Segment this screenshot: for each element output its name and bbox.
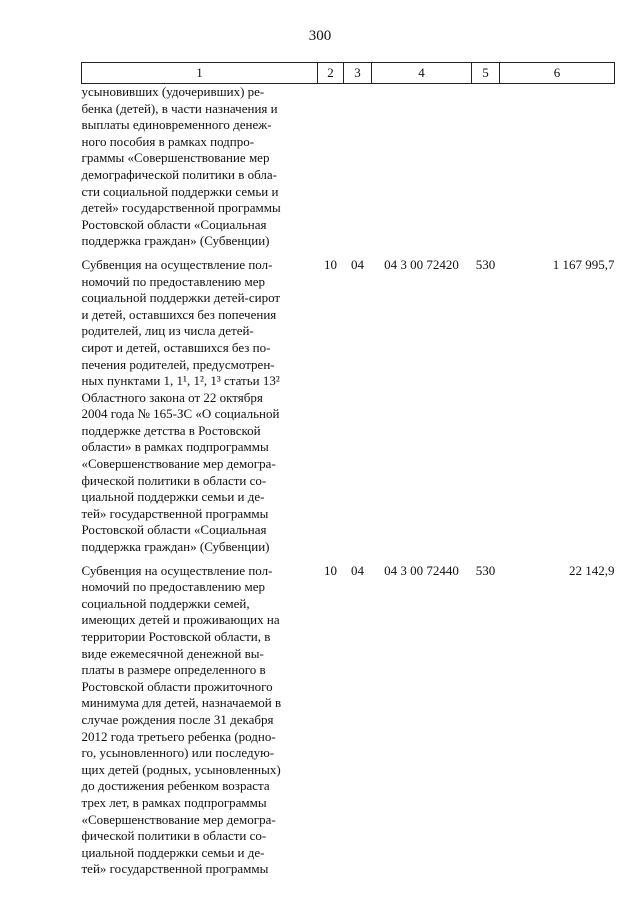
row-spacer (82, 250, 615, 257)
text-line: циальной поддержки семьи и де- (81, 844, 265, 860)
target-article-code (372, 84, 472, 250)
header-col-2: 2 (318, 63, 344, 84)
page-number: 300 (308, 28, 332, 44)
text-line: «Совершенствование мер демогра- (81, 456, 276, 472)
subsection-code (344, 84, 372, 250)
text-line: печения родителей, предусмотрен- (81, 356, 275, 372)
expense-type-code (472, 84, 500, 250)
text-line: имеющих детей и проживающих на (81, 612, 280, 628)
text-line: 2012 года третьего ребенка (родно- (81, 728, 276, 744)
text-line: номочий по предоставлению мер (81, 579, 265, 595)
text-line: ных пунктами 1, 1¹, 1², 1³ статьи 13² (81, 373, 280, 389)
text-line: Субвенция на осуществление пол- (81, 256, 273, 272)
text-line: минимума для детей, назначаемой в (81, 695, 282, 711)
text-line: детей» государственной программы (81, 200, 281, 216)
section-code (318, 84, 344, 250)
target-article-code: 04 3 00 72440 (384, 562, 459, 578)
header-col-5: 5 (472, 63, 500, 84)
text-line: платы в размере определенного в (81, 662, 266, 678)
text-line: до достижения ребенком возраста (81, 778, 270, 794)
text-line: Областного закона от 22 октября (81, 389, 263, 405)
text-line: поддержка граждан» (Субвенции) (81, 539, 270, 555)
text-line: области» в рамках подпрограммы (81, 439, 269, 455)
text-line: социальной поддержки детей-сирот (81, 290, 281, 306)
row-description (82, 563, 318, 878)
header-col-4: 4 (372, 63, 472, 84)
text-line: бенка (детей), в части назначения и (81, 100, 278, 116)
text-line: Ростовской области прожиточного (81, 678, 273, 694)
section-code: 10 (324, 562, 337, 578)
subsection-code: 04 (351, 562, 364, 578)
text-line: поддержка граждан» (Субвенции) (81, 233, 270, 249)
text-line: щих детей (родных, усыновленных) (81, 761, 281, 777)
expense-type-code: 530 (475, 562, 496, 578)
amount (500, 84, 615, 250)
text-line: и детей, оставшихся без попечения (81, 306, 277, 322)
text-line: выплаты единовременного денеж- (81, 117, 272, 133)
text-line: сти социальной поддержки семьи и (81, 183, 279, 199)
expense-type-code: 530 (475, 256, 496, 272)
text-line: поддержке детства в Ростовской (81, 422, 261, 438)
text-line: родителей, лиц из числа детей- (81, 323, 254, 339)
text-line: усыновивших (удочеривших) ре- (81, 84, 265, 99)
amount: 22 142,9 (569, 562, 615, 578)
section-code: 10 (324, 256, 337, 272)
text-line: социальной поддержки семей, (81, 595, 250, 611)
row-description (82, 257, 318, 556)
text-line: ного пособия в рамках подпро- (81, 133, 255, 149)
text-line: «Совершенствование мер демогра- (81, 811, 276, 827)
text-line: тей» государственной программы (81, 505, 269, 521)
text-line: Ростовской области «Социальная (81, 216, 267, 232)
text-line: циальной поддержки семьи и де- (81, 489, 265, 505)
text-line: тей» государственной программы (81, 861, 269, 877)
row-spacer (82, 556, 615, 563)
table-row (82, 563, 615, 878)
text-line: Субвенция на осуществление пол- (81, 562, 273, 578)
header-row (82, 63, 615, 84)
text-line: граммы «Совершенствование мер (81, 150, 270, 166)
table-row (82, 257, 615, 556)
text-line: фической политики в области со- (81, 828, 267, 844)
text-line: 2004 года № 165-ЗС «О социальной (81, 406, 280, 422)
text-line: номочий по предоставлению мер (81, 273, 265, 289)
header-col-3: 3 (344, 63, 372, 84)
text-line: фической политики в области со- (81, 472, 267, 488)
header-col-6: 6 (500, 63, 615, 84)
text-line: сирот и детей, оставшихся без по- (81, 339, 271, 355)
table-row (82, 84, 615, 250)
text-line: Ростовской области «Социальная (81, 522, 267, 538)
budget-table (81, 62, 615, 878)
text-line: трех лет, в рамках подпрограммы (81, 794, 267, 810)
text-line: демографической политики в обла- (81, 166, 278, 182)
target-article-code: 04 3 00 72420 (384, 256, 459, 272)
header-col-1: 1 (82, 63, 318, 84)
text-line: случае рождения после 31 декабря (81, 711, 274, 727)
amount: 1 167 995,7 (552, 256, 615, 272)
text-line: виде ежемесячной денежной вы- (81, 645, 264, 661)
text-line: территории Ростовской области, в (81, 629, 271, 644)
text-line: го, усыновленного) или последую- (81, 745, 275, 761)
subsection-code: 04 (351, 256, 364, 272)
row-description (82, 84, 318, 250)
